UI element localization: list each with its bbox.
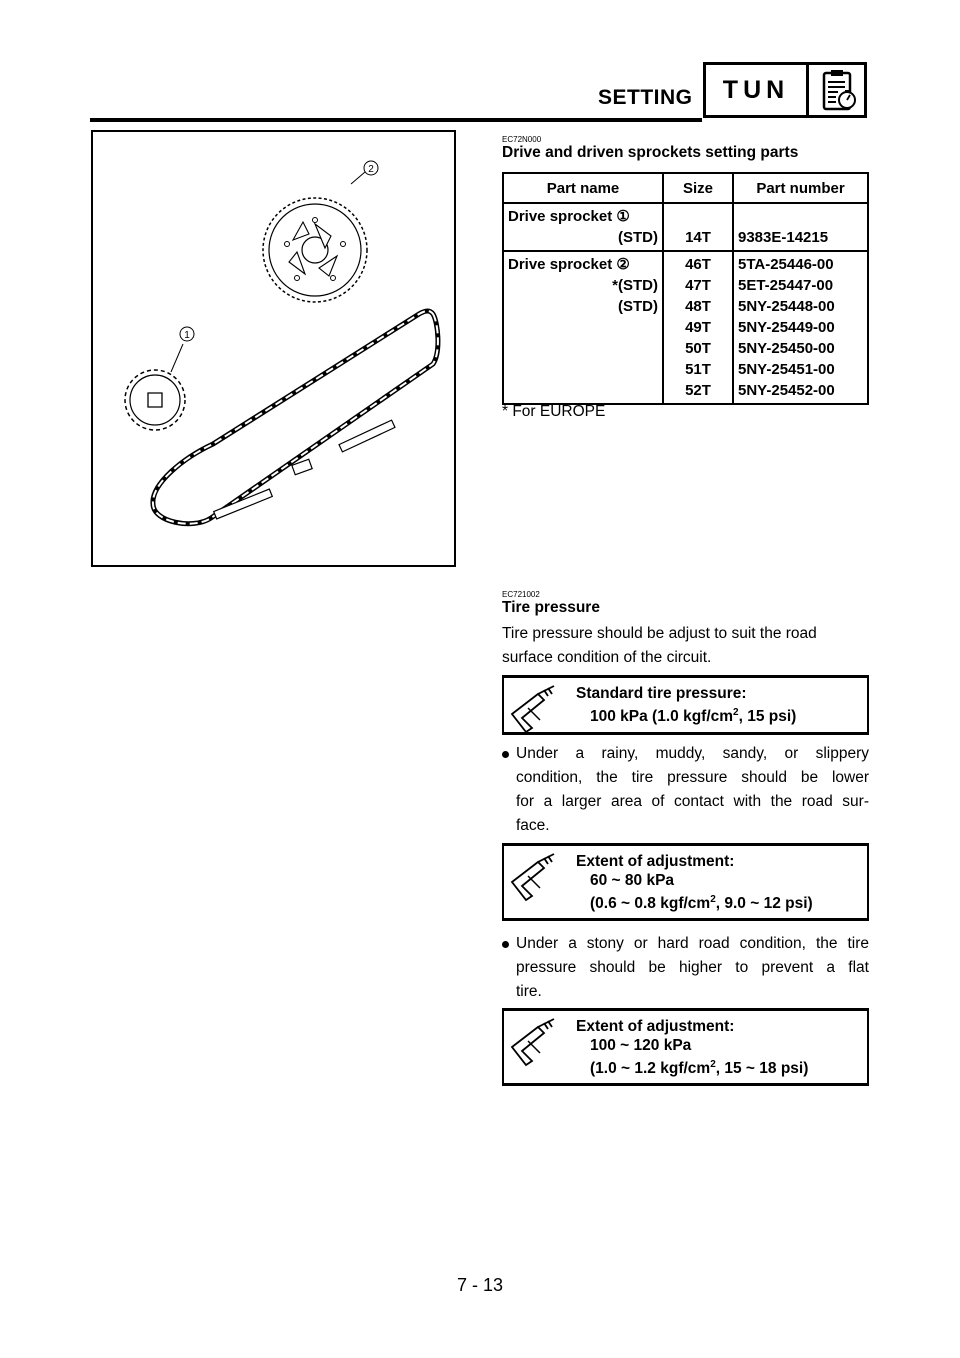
col-size: Size	[663, 173, 733, 203]
sprocket-heading: Drive and driven sprockets setting parts	[502, 144, 799, 161]
sprockets-and-chain-illustration	[93, 132, 454, 565]
spec-box-adjustment-soft	[502, 843, 869, 921]
part-number: 5NY-25449-00	[738, 319, 835, 336]
part-number: 5NY-25451-00	[738, 361, 835, 378]
text-line: tire.	[516, 983, 542, 1000]
section-tag: TUN	[722, 75, 790, 104]
text-line: pressure should be higher to prevent a flat	[516, 959, 869, 976]
col-part-name: Part name	[503, 173, 663, 203]
table-row	[503, 251, 868, 404]
section-title: SETTING	[598, 86, 693, 109]
bullet-dot	[502, 751, 509, 758]
text-line: surface condition of the circuit.	[502, 649, 712, 666]
size: 49T	[685, 319, 711, 336]
section-code: EC72N000	[502, 135, 542, 144]
table-row	[503, 203, 868, 251]
tire-heading: Tire pressure	[502, 599, 600, 616]
part-number: 5NY-25450-00	[738, 340, 835, 357]
caliper-icon	[508, 852, 564, 904]
part-number: 9383E-14215	[738, 229, 829, 246]
section-code: EC721002	[502, 590, 540, 599]
size: 47T	[685, 277, 711, 294]
part-name: Drive sprocket ②	[508, 256, 630, 273]
header-rule	[90, 118, 702, 122]
spec-value-text: (0.6 ~ 0.8 kgf/cm	[590, 895, 711, 913]
text-line: for a larger area of contact with the road sur-	[516, 793, 869, 810]
superscript: 2	[733, 707, 739, 718]
spec-value-text: (1.0 ~ 1.2 kgf/cm	[590, 1060, 711, 1078]
tag-divider	[806, 65, 809, 115]
tire-intro	[502, 622, 869, 670]
part-number: 5NY-25452-00	[738, 382, 835, 399]
spec-value	[576, 703, 796, 726]
size: 50T	[685, 340, 711, 357]
size: 46T	[685, 256, 711, 273]
part-variant: (STD)	[618, 229, 658, 246]
spec-title: Extent of adjustment:	[576, 1018, 735, 1035]
text-line: face.	[516, 817, 550, 834]
text-line: Under a stony or hard road condition, the tire	[516, 935, 869, 952]
list-item	[502, 742, 869, 838]
spec-title: Standard tire pressure:	[576, 685, 747, 702]
caliper-icon	[508, 1017, 564, 1069]
spec-value-text: , 9.0 ~ 12 psi)	[715, 895, 813, 913]
text-line: Under a rainy, muddy, sandy, or slippery	[516, 745, 869, 762]
spec-value: 60 ~ 80 kPa	[590, 872, 675, 889]
footnote: * For EUROPE	[502, 403, 606, 420]
part-number: 5ET-25447-00	[738, 277, 834, 294]
superscript: 2	[710, 894, 716, 905]
part-number: 5NY-25448-00	[738, 298, 835, 315]
callout-1: 1	[184, 330, 190, 341]
superscript: 2	[710, 1059, 716, 1070]
spec-value	[576, 1055, 808, 1078]
col-part-number: Part number	[733, 173, 868, 203]
spec-value: 100 ~ 120 kPa	[590, 1037, 692, 1054]
caliper-icon	[508, 684, 564, 736]
part-number: 5TA-25446-00	[738, 256, 834, 273]
section-tag-box	[703, 62, 867, 118]
spec-box-standard-pressure	[502, 675, 869, 735]
sprocket-parts-table	[502, 172, 869, 405]
size	[668, 206, 728, 227]
size: 48T	[685, 298, 711, 315]
size: 51T	[685, 361, 711, 378]
list-item	[502, 932, 869, 1004]
part-number	[738, 206, 863, 227]
clipboard-stopwatch-icon	[816, 67, 862, 113]
text-line: condition, the tire pressure should be lower	[516, 769, 869, 786]
bullet-dot	[502, 941, 509, 948]
page-number: 7 - 13	[456, 1275, 504, 1295]
sprocket-figure	[91, 130, 456, 567]
size: 52T	[685, 382, 711, 399]
spec-value-text: 100 kPa (1.0 kgf/cm	[590, 708, 734, 726]
part-variant: *(STD)	[612, 277, 658, 294]
spec-value	[576, 890, 813, 913]
spec-value-text: , 15 ~ 18 psi)	[715, 1060, 809, 1078]
text-line: Tire pressure should be adjust to suit the road	[502, 625, 817, 642]
table-header-row	[503, 173, 868, 203]
spec-title: Extent of adjustment:	[576, 853, 735, 870]
size: 14T	[685, 229, 711, 246]
callout-2: 2	[368, 164, 374, 175]
part-variant: (STD)	[618, 298, 658, 315]
spec-box-adjustment-hard	[502, 1008, 869, 1086]
spec-value-text: , 15 psi)	[738, 708, 797, 726]
part-name: Drive sprocket ①	[508, 208, 630, 225]
